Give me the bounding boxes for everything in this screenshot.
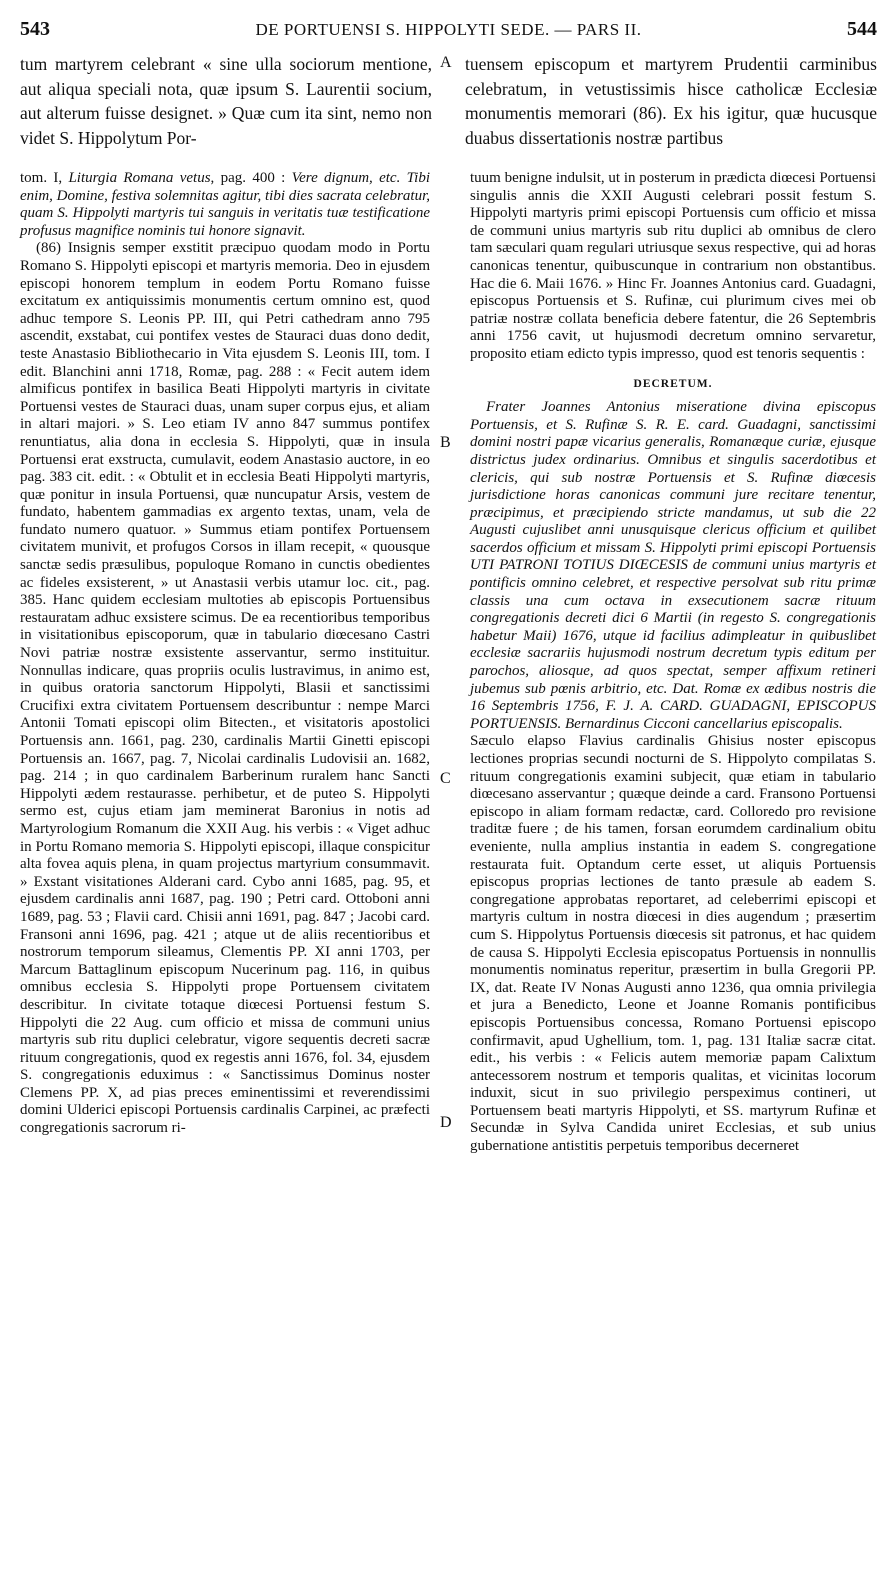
page-header	[20, 18, 877, 46]
footnote-page: , pag. 400 :	[210, 170, 292, 186]
decretum-heading: DECRETUM.	[633, 377, 713, 390]
right-intro-text: tuensem episcopum et martyrem Prudentii carminibus celebratum, in vetustissimis hisce catholicæ Ecclesiæ monumentis memorari (86). Ex his igitur, quæ hucusque duabus dissertationis nostræ partibus	[465, 54, 877, 148]
footnote-continuation-right: tuum benigne indulsit, ut in posterum in prædicta diœcesi Portuensi singulis annis die XXII Augusti celebrari possit festum S. Hippolyti martyris primi episcopi Portuensis cum officio et missa de communi unius martyris sub ritu duplici ab omnibus de clero tam sæculari quam regulari utriusque sexus respective, qui ad horas canonicas tenentur, quibuscunque in contrarium non obstantibus. Hac die 6. Maii 1676. » Hinc Fr. Joannes Antonius card. Guadagni, episcopus Portuensis et S. Rufinæ, cui plurimum cives mei ob patriæ nostræ collata beneficia debere fatentur, die 26 Septembris anni 1756 cavit, ut hujusmodi decretum omnino servaretur, proposito etiam edicto typis impresso, quod est tenoris sequentis :	[470, 170, 876, 362]
left-column-intro	[20, 52, 432, 150]
right-column-footnotes	[470, 170, 876, 1156]
left-intro-text: tum martyrem celebrant « sine ulla sociorum mentione, aut aliqua speciali nota, quæ ipsum S. Laurentii socium, aut alterum fuisse designet. » Quæ cum ita sint, nemo non videt S. Hippolytum Por-	[20, 54, 432, 148]
footnote-italic-title: Liturgia Romana vetus	[68, 170, 211, 186]
footnote-lead: tom. I,	[20, 170, 69, 186]
footnote-closing-paragraph: Sæculo elapso Flavius cardinalis Ghisius noster episcopus lectiones proprias secundi nocturni de S. Hippolyto compilatas S. rituum congregationis examini subjecit, quæ etiam in tabulario diœcesano asservantur ; quæque deinde a card. Fransono Portuensi episcopo in aliam formam redactæ, card. Colloredo pro revisione traditæ fuere ; de his tamen, forsan eorumdem cardinalium obitu eveniente, nulla amplius instantia in eadem S. congregatione restaurata fuit. Optandum certe esset, ut aliquis Portuensis episcopus proprias lectiones de tanto præsule ab eadem S. congregatione approbatas reportaret, ad celeberrimi episcopi et martyris cultum in nostra diœcesi in dies augendum ; præsertim cum S. Hippolytus Portuensis diœcesis sit patronus, et hac quidem de causa S. Hippolyti Ecclesia episcopatus Portuensis in nonnullis monumentis nominatus reperitur, præsertim in bulla Gregorii PP. IX, dat. Reate IV Nonas Augusti anno 1236, qua omnia privilegia et jura a Benedicto, Leone et Joanne Romanis pontificibus episcopis Portuensibus concessa, Romano Portuensi episcopo confirmavit, apud Ughellium, tom. 1, pag. 131 Italiæ sacræ citat. edit., his verbis : « Felicis autem memoriæ papam Calixtum antecessorem nostrum et temporis qualitas, et vicinitas locorum induxit, sicut in suo privilegio perspeximus contineri, ut Portuensem beati martyris Hippolyti, et SS. martyrum Rufinæ et Secundæ in Sylva Candida uniret Ecclesias, et sub unius gubernatione antistitis perpetuis temporibus decerneret	[470, 733, 876, 1155]
page-number-left: 543	[20, 18, 50, 40]
margin-letter-c: C	[440, 770, 451, 787]
page-number-right: 544	[847, 18, 877, 40]
footnote-continuation	[20, 170, 430, 240]
margin-letter-d: D	[440, 1114, 452, 1131]
running-title: DE PORTUENSI S. HIPPOLYTI SEDE. — PARS II.	[255, 20, 642, 39]
footnote-86: (86) Insignis semper exstitit præcipuo quodam modo in Portu Romano S. Hippolyti episcopi et martyris memoria. Deo in ejusdem episcopi honorem templum in eodem Portu Romano fuisse excitatum ex antiquissimis monumentis certum omnino est, quod adhuc tempore S. Leonis PP. III, qui Petri cathedram anno 795 ascendit, exstabat, cui pontifex vestes de Stauraci duas dono dedit, teste Anastasio Bibliothecario in Vita ejusdem S. Leonis III, tom. I edit. Blanchini anni 1718, Romæ, pag. 288 : « Fecit autem idem almificus pontifex in basilica Beati Hippolyti martyris in civitate Portuensi vestes de Stauraci duas, unam super corpus ejus, et aliam in altari majori. » S. Leo etiam IV anno 847 summus pontifex renuntiatus, alia dona in ecclesia S. Hippolyti, quæ in insula Portuensi erat exstructa, cumulavit, eodem Anastasio auctore, in eo pag. 383 cit. edit. : « Obtulit et in ecclesia Beati Hippolyti martyris, quæ ponitur in insula Portuensi, quæ nuncupatur Arsis, vestem de fundato, habentem gammadias ex argento textas, unam, vela de fundato numero quatuor. » Summus etiam pontifex Portuensem civitatem munivit, et profugos Corsos in illam recepit, « quousque sanctæ sedis præsulibus, populoque Romano in cunctis obedientes ac fideles exsisterent, » ut Anastasii verbis utamur loc. cit., pag. 385. Hanc quidem ecclesiam multoties ab episcopis Portuensibus restauratam adhuc exsistere scimus. De ea recentioribus temporibus in visitationibus episcoporum, quæ in tabulario diœcesano Castri Novi patriæ nostræ exsistente asservantur, sermo instituitur. Nonnullas indicare, quas propriis oculis lustravimus, in animo est, in quibus oratoria sanctorum Hippolyti, Blasii et sanctissimi Crucifixi extra civitatem Portuensem describuntur : nempe Marci Antonii Tomati episcopi olim Bitecten., et visitatoris apostolici Portuensis ann. 1661, pag. 230, cardinalis Martii Ginetti episcopi Portuensis an. 1667, pag. 7, Nicolai cardinalis Ludovisii an. 1682, pag. 214 ; in quo cardinalem Barberinum ruralem hanc Sancti Hippolyti ædem restaurasse. perhibetur, et de puteo S. Hippolyti sermo est, cujus etiam jam meminerat Baronius in notis ad Martyrologium Romanum die XXII Aug. his verbis : « Viget adhuc in Portu Romano memoria S. Hippolyti episcopi, illaque conspicitur alta fovea aquis plena, in quam projectus martyrium consummavit. » Exstant visitationes Alderani card. Cybo anni 1685, pag. 95, et ejusdem cardinalis anni 1687, pag. 190 ; Petri card. Ottoboni anni 1689, pag. 53 ; Flavii card. Chisii anni 1691, pag. 847 ; Jacobi card. Fransoni anni 1696, pag. 421 ; atque ut de aliis recentioribus et nostrorum temporum sileamus, Clementis PP. XI anni 1703, per Marcum Battaglinum episcopum Nucerinum pag. 116, in quibus omnibus ecclesia S. Hippolyti prope Portuensem civitatem describitur. In civitate totaque diœcesi Portuensi festum S. Hippolyti die 22 Aug. cum officio et missa de communi unius martyris sub ritu duplici celebratur, vigore sequentis decreti sacræ rituum congregationis, quod ex regestis anni 1676, fol. 34, ejusdem S. congregationis eduximus : « Sanctissimus Dominus noster Clemens PP. X, ad pias preces eminentissimi et reverendissimi domini Ulderici episcopi Portuensis cardinalis Carpinei, ac præfecti congregationis sacrorum ri-	[20, 240, 430, 1137]
right-column-intro	[465, 52, 877, 150]
margin-letter-b: B	[440, 434, 451, 451]
left-column-footnotes	[20, 170, 430, 1138]
decretum-text: Frater Joannes Antonius miseratione divina episcopus Portuensis, et S. Rufinæ S. R. E. card. Guadagni, sanctissimi domini nostri papæ vicarius generalis, Romanæque curiæ, ejusque districtus judex ordinarius. Omnibus et singulis sacerdotibus et clericis, qui sub nostræ Portuensis et S. Rufinæ diœcesis jurisdictione horas canonicas communi jure recitare tenentur, præcipimus, et præcipiendo stricte mandamus, ut sub die 22 Augusti cujuslibet anni unusquisque clericus officium et quilibet sacerdos officium et missam S. Hippolyti primi episcopi Portuensis UTI PATRONI TOTIUS DIŒCESIS de communi unius martyris et pontificis omnino celebret, et respective persolvat sub ritu primæ classis una cum octava in exsecutionem sacræ rituum congregationis decreti dici 6 Martii (in regesto S. congregationis habetur Maii) 1676, utque id facilius adimpleatur in quibuslibet ecclesiæ sacrariis hujusmodi nostrum decretum typis editum per parochos, aliosque, ad quos spectat, semper affixum retineri jubemus sub pœnis arbitrio, etc. Dat. Romæ ex ædibus nostris die 16 Septembris 1756, F. J. A. CARD. GUADAGNI, EPISCOPUS PORTUENSIS. Bernardinus Cicconi cancellarius episcopalis.	[470, 399, 876, 732]
margin-letter-a: A	[440, 54, 452, 71]
footnote-quote: Vere dignum, etc. Tibi enim, Domine, festiva solemnitas agitur, tibi dies sacrata celebratur, quam S. Hippolyti martyris tui sanguis in veritatis tuæ testificatione profusus magnifice nominis tui honore signavit.	[20, 170, 430, 239]
